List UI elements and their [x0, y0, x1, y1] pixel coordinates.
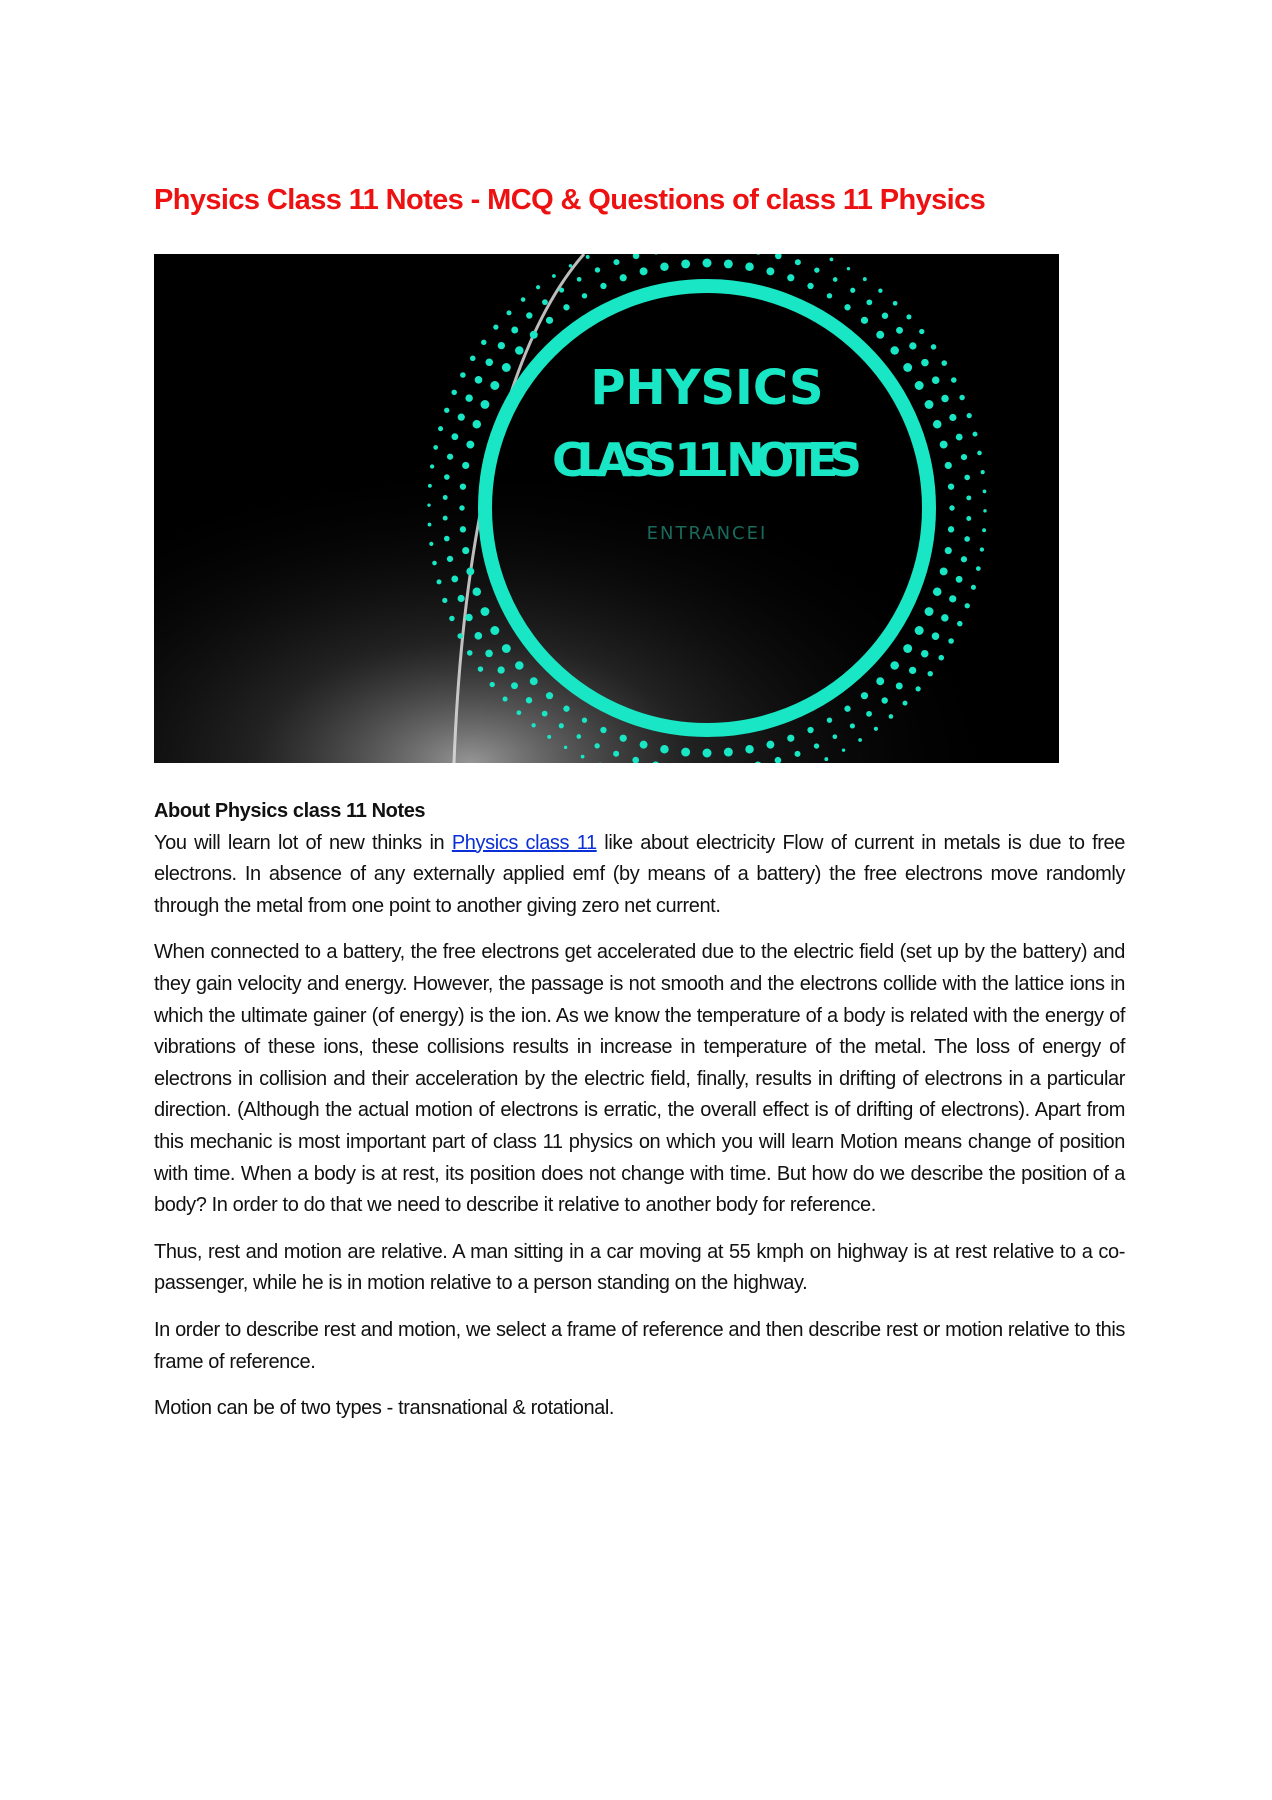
ring-dot [957, 621, 963, 627]
ring-dot [724, 748, 733, 757]
ring-dot [945, 462, 952, 469]
ring-dot [703, 749, 712, 758]
ring-dot [451, 390, 457, 396]
ring-dot [931, 344, 937, 350]
ring-dot [563, 706, 569, 712]
ring-dot [896, 327, 903, 334]
ring-dot [497, 666, 504, 673]
ring-dot [745, 745, 754, 754]
ring-dot [889, 714, 894, 719]
ring-dot [824, 757, 828, 761]
ring-dot [941, 395, 948, 402]
ring-dot [660, 262, 669, 271]
ring-dot [983, 509, 986, 512]
ring-dot [949, 505, 954, 510]
ring-dot [526, 312, 532, 318]
ring-dot [903, 644, 912, 653]
ring-dot [559, 287, 564, 292]
ring-dot [490, 381, 499, 390]
ring-dot [481, 340, 486, 345]
ring-dot [466, 567, 474, 575]
ring-dot [795, 259, 801, 265]
ring-dot [542, 711, 548, 717]
ring-dot [681, 259, 690, 268]
ring-dot [932, 632, 940, 640]
ring-dot [460, 372, 466, 378]
ring-dot [896, 683, 903, 690]
ring-dot [807, 727, 813, 733]
ring-dot [503, 697, 508, 702]
page-title: Physics Class 11 Notes - MCQ & Questions of class 11 Physics [154, 184, 986, 216]
ring-dot [787, 735, 794, 742]
ring-dot [521, 297, 526, 302]
ring-dot [724, 259, 733, 268]
ring-dot [909, 667, 916, 674]
ring-dot [600, 727, 606, 733]
ring-dot [890, 346, 899, 355]
ring-dot [814, 743, 819, 748]
ring-dot [582, 717, 587, 722]
ring-dot [915, 381, 924, 390]
ring-dot [475, 376, 483, 384]
ring-dot [577, 277, 582, 282]
hero-line2: CLASS 11 NOTES [552, 433, 862, 487]
ring-dot [874, 727, 878, 731]
ring-dot [981, 470, 985, 474]
ring-dot [956, 434, 963, 441]
ring-dot [443, 516, 448, 521]
ring-dot [481, 400, 490, 409]
ring-dot [536, 285, 540, 289]
ring-dot [515, 661, 524, 670]
ring-dot [863, 277, 867, 281]
ring-dot [949, 595, 956, 602]
ring-dot [842, 748, 845, 751]
ring-dot [927, 671, 932, 676]
ring-dot [462, 462, 469, 469]
ring-dot [502, 363, 511, 372]
ring-dot [444, 474, 450, 480]
ring-dot [430, 464, 434, 468]
ring-dot [807, 283, 813, 289]
ring-dot [447, 556, 453, 562]
ring-dot [948, 483, 954, 489]
ring-dot [961, 556, 967, 562]
ring-dot [861, 317, 868, 324]
ring-dot [442, 598, 447, 603]
ring-dot [850, 288, 855, 293]
ring-dot [940, 441, 948, 449]
ring-dot [640, 741, 648, 749]
ring-dot [847, 267, 850, 270]
ring-dot [973, 432, 978, 437]
ring-dot [475, 632, 483, 640]
hero-watermark: ENTRANCEI [646, 523, 768, 544]
ring-dot [428, 484, 432, 488]
ring-dot [956, 576, 963, 583]
ring-dot [766, 267, 774, 275]
ring-dot [945, 547, 952, 554]
ring-dot [511, 682, 518, 689]
ring-dot [903, 363, 912, 372]
ring-dot [876, 677, 884, 685]
ring-dot [844, 706, 850, 712]
ring-dot [460, 483, 466, 489]
ring-dot [921, 650, 929, 658]
ring-dot [465, 394, 472, 401]
ring-dot [600, 283, 606, 289]
ring-dot [465, 614, 472, 621]
ring-dot [640, 267, 648, 275]
ring-dot [438, 426, 443, 431]
ring-dot [490, 682, 495, 687]
ring-dot [933, 588, 942, 597]
ring-dot [951, 377, 957, 383]
ring-dot [493, 325, 498, 330]
ring-dot [932, 376, 940, 384]
ring-dot [428, 523, 432, 527]
ring-dot [660, 745, 669, 754]
ring-dot [878, 289, 882, 293]
ring-dot [977, 451, 982, 456]
hero-graphic [154, 254, 1059, 763]
ring-dot [915, 686, 920, 691]
ring-dot [961, 454, 967, 460]
ring-dot [427, 503, 430, 506]
ring-dot [429, 542, 433, 546]
ring-dot [443, 495, 448, 500]
ring-dot [814, 267, 819, 272]
ring-dot [546, 317, 553, 324]
ring-dot [530, 331, 538, 339]
ring-dot [827, 293, 832, 298]
hero-image [154, 254, 1059, 763]
ring-dot [766, 741, 774, 749]
ring-dot [569, 264, 572, 267]
ring-dot [576, 734, 581, 739]
ring-dot [530, 677, 538, 685]
ring-dot [861, 692, 868, 699]
ring-dot [967, 413, 972, 418]
ring-dot [703, 259, 712, 268]
ring-dot [481, 607, 490, 616]
ring-dot [965, 603, 970, 608]
ring-dot [517, 710, 522, 715]
paragraph-3: Thus, rest and motion are relative. A man sitting in a car moving at 55 kmph on highway is at rest relative to a co-passenger, while he is in motion relative to a person standing on the highway. [154, 1240, 1125, 1295]
ring-dot [976, 566, 981, 571]
ring-dot [478, 666, 484, 672]
ring-dot [890, 661, 899, 670]
ring-dot [882, 313, 888, 319]
paragraph-2: When connected to a battery, the free electrons get accelerated due to the electric field (set up by the battery) and they gain velocity and energy. However, the passage is not smooth and the electrons collide with the lattice ions in which the ultimate gainer (of energy) is the ion. As we know the temperature of a body is related with the energy of vibrations of these ions, these collisions results in increase in temperature of the metal. The loss of energy of electrons in collision and their acceleration by the electric field, finally, results in drifting of electrons in a particular direction. (Although the actual motion of electrons is erratic, the overall effect is of drifting of electrons). Apart from this mechanic is most important part of class 11 physics on which you will learn Motion means change of position with time. When a body is at rest, its position does not change with time. But how do we describe the position of a body? In order to do that we need to describe it relative to another body for reference. [154, 941, 1125, 1217]
ring-dot [460, 526, 466, 532]
ring-dot [467, 650, 473, 656]
ring-dot [458, 595, 465, 602]
ring-dot [948, 638, 954, 644]
ring-dot [613, 751, 619, 757]
paragraph-5: Motion can be of two types - transnational & rotational. [154, 1397, 615, 1420]
ring-dot [921, 359, 929, 367]
ring-dot [437, 579, 442, 584]
p1-text-a: You will learn lot of new thinks in [154, 831, 452, 854]
ring-dot [444, 408, 449, 413]
ring-dot [876, 331, 884, 339]
ring-dot [466, 441, 474, 449]
ring-dot [470, 355, 476, 361]
ring-dot [507, 310, 512, 315]
ring-dot [613, 259, 619, 265]
ring-dot [794, 751, 800, 757]
ring-dot [526, 697, 532, 703]
ring-dot [833, 734, 838, 739]
ring-dot [459, 505, 464, 510]
ring-dot [485, 359, 493, 367]
ring-dot [594, 743, 599, 748]
ring-dot [586, 255, 590, 259]
ring-dot [515, 346, 524, 355]
ring-dot [451, 576, 458, 583]
ring-dot [564, 746, 567, 749]
ring-dot [906, 314, 911, 319]
ring-dot [964, 475, 970, 481]
ring-dot [451, 433, 458, 440]
ring-dot [966, 516, 971, 521]
ring-dot [948, 526, 954, 532]
p1-text-b: like about electricity Flow of current in metals is due to free electrons. In absence of any externally applied emf (by means of a battery) the free electrons move randomly through the metal from one point to another giving zero net current. [154, 831, 1125, 917]
ring-dot [866, 711, 872, 717]
ring-dot [462, 547, 469, 554]
ring-dot [941, 360, 947, 366]
ring-dot [941, 614, 948, 621]
ring-dot [787, 274, 794, 281]
ring-dot [827, 717, 832, 722]
ring-dot [940, 567, 948, 575]
ring-dot [925, 400, 934, 409]
ring-dot [563, 304, 569, 310]
ring-dot [552, 274, 556, 278]
ring-dot [449, 616, 454, 621]
ring-dot [457, 633, 463, 639]
ring-dot [833, 277, 838, 282]
ring-dot [903, 701, 908, 706]
paragraph-4: In order to describe rest and motion, we select a frame of reference and then describe rest or motion relative to this frame of reference. [154, 1318, 1125, 1373]
ring-dot [971, 585, 976, 590]
ring-dot [498, 342, 505, 349]
ring-dot [546, 692, 553, 699]
ring-dot [938, 655, 944, 661]
ring-dot [681, 748, 690, 757]
hero-line1: PHYSICS [590, 360, 824, 416]
ring-dot [620, 274, 627, 281]
ring-dot [966, 495, 971, 500]
ring-dot [458, 414, 465, 421]
ring-dot [582, 293, 587, 298]
ring-dot [959, 395, 964, 400]
ring-dot [511, 327, 518, 334]
ring-dot [858, 738, 862, 742]
ring-dot [531, 723, 535, 727]
ring-dot [547, 735, 551, 739]
ring-dot [893, 301, 898, 306]
ring-dot [542, 299, 548, 305]
ring-dot [559, 723, 564, 728]
ring-dot [432, 561, 437, 566]
ring-dot [982, 528, 986, 532]
section-heading: About Physics class 11 Notes [154, 800, 426, 822]
ring-dot [919, 329, 924, 334]
ring-dot [980, 547, 984, 551]
ring-dot [915, 626, 924, 635]
ring-dot [447, 454, 453, 460]
ring-dot [595, 267, 600, 272]
ring-dot [485, 650, 493, 658]
ring-dot [983, 490, 987, 494]
ring-dot [473, 588, 482, 597]
ring-dot [581, 755, 585, 759]
ring-dot [502, 644, 511, 653]
ring-dot [745, 262, 754, 271]
ring-dot [933, 420, 942, 429]
ring-dot [620, 735, 627, 742]
physics-class-11-link[interactable]: Physics class 11 [451, 831, 597, 854]
ring-dot [949, 414, 956, 421]
ring-dot [830, 258, 834, 262]
ring-dot [473, 420, 482, 429]
ring-dot [881, 697, 887, 703]
ring-dot [490, 626, 499, 635]
ring-dot [964, 536, 970, 542]
ring-dot [433, 445, 438, 450]
ring-dot [866, 299, 872, 305]
ring-dot [909, 342, 916, 349]
article-body [154, 796, 1125, 1440]
ring-dot [925, 607, 934, 616]
ring-dot [844, 304, 850, 310]
ring-dot [850, 723, 855, 728]
ring-dot [444, 536, 450, 542]
